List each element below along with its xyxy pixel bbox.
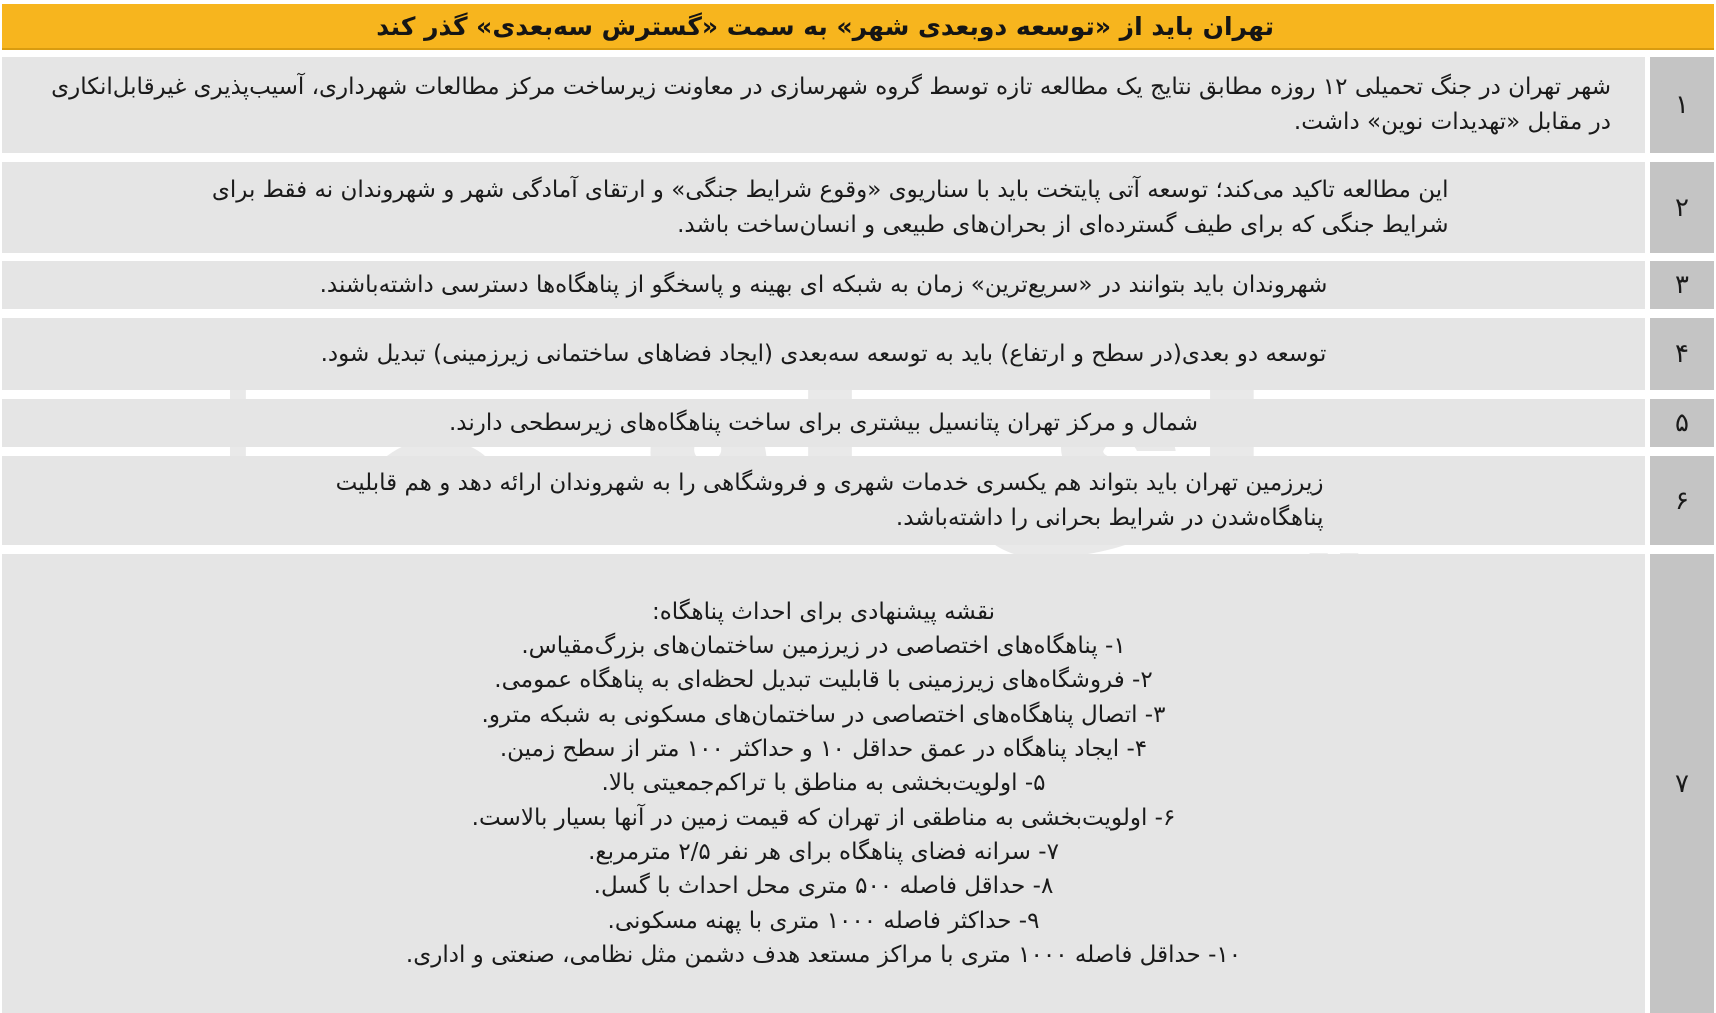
- table-row: [2, 57, 1714, 153]
- row-text-cell: [2, 261, 1645, 309]
- row-number: ۴: [1650, 318, 1714, 390]
- row-text-cell: [2, 318, 1645, 390]
- list-item: ۴- ایجاد پناهگاه در عمق حداقل ۱۰ و حداکثر ۱۰۰ متر از سطح زمین.: [499, 736, 1148, 763]
- list-item: ۸- حداقل فاصله ۵۰۰ متری محل احداث با گسل.: [593, 873, 1054, 900]
- plan-cell: [2, 554, 1645, 1013]
- row-number: ۲: [1650, 162, 1714, 253]
- row-number: ۶: [1650, 456, 1714, 545]
- list-item: ۵- اولویت‌بخشی به مناطق با تراکم‌جمعیتی بالا.: [601, 770, 1046, 797]
- row-text: شهر تهران در جنگ تحمیلی ۱۲ روزه مطابق نتایج یک مطالعه تازه توسط گروه شهرسازی در معاونت زیرساخت مرکز مطالعات شهرداری، آسیب‌پذیری غیرقابل‌انکاری در مقابل «تهدیدات نوین» داشت.: [51, 74, 1611, 135]
- list-item: ۷- سرانه فضای پناهگاه برای هر نفر ۲/۵ مترمربع.: [588, 838, 1059, 865]
- list-item: ۶- اولویت‌بخشی به مناطقی از تهران که قیمت زمین در آنها بسیار بالاست.: [471, 804, 1176, 831]
- row-text-cell: [2, 456, 1645, 545]
- plan-heading: نقشه پیشنهادی برای احداث پناهگاه:: [652, 598, 995, 625]
- list-item: ۲- فروشگاه‌های زیرزمینی با قابلیت تبدیل لحظه‌ای به پناهگاه عمومی.: [494, 667, 1153, 694]
- page-title: تهران باید از «توسعه دوبعدی شهر» به سمت «گسترش سه‌بعدی» گذر کند: [376, 11, 1274, 41]
- table-row: [2, 162, 1714, 253]
- row-text: شمال و مرکز تهران پتانسیل بیشتری برای ساخت پناهگاه‌های زیرسطحی دارند.: [448, 409, 1199, 436]
- list-item: ۱- پناهگاه‌های اختصاصی در زیرزمین ساختمان‌های بزرگ‌مقیاس.: [521, 633, 1126, 660]
- row-text-cell: [2, 399, 1645, 447]
- row-number: ۱: [1650, 57, 1714, 153]
- plan-list: [406, 595, 1241, 972]
- table-row: [2, 261, 1714, 309]
- row-number: ۵: [1650, 399, 1714, 447]
- list-item: ۳- اتصال پناهگاه‌های اختصاصی در ساختمان‌های مسکونی به شبکه مترو.: [481, 701, 1166, 728]
- table-row: [2, 456, 1714, 545]
- title-bar: [2, 4, 1714, 50]
- row-number: ۳: [1650, 261, 1714, 309]
- row-text: شهروندان باید بتوانند در «سریع‌ترین» زمان به شبکه ای بهینه و پاسخگو از پناهگاه‌ها دسترسی داشته‌باشند.: [319, 271, 1328, 298]
- table-row: [2, 399, 1714, 447]
- table-row-plan: [2, 554, 1714, 1013]
- row-text: توسعه دو بعدی(در سطح و ارتفاع) باید به توسعه سه‌بعدی (ایجاد فضاهای ساختمانی زیرزمینی) تبدیل شود.: [320, 340, 1327, 367]
- table-row: [2, 318, 1714, 390]
- row-text-cell: [2, 162, 1645, 253]
- row-text-cell: [2, 57, 1645, 153]
- row-text: این مطالعه تاکید می‌کند؛ توسعه آتی پایتخت باید با سناریوی «وقوع شرایط جنگی» و ارتقای آمادگی شهر و شهروندان نه فقط برای شرایط جنگی که برای طیف گسترده‌ای از بحران‌های طبیعی و انسان‌ساخت باشد.: [211, 176, 1449, 238]
- list-item: ۹- حداکثر فاصله ۱۰۰۰ متری با پهنه مسکونی.: [607, 907, 1040, 934]
- row-text: زیرزمین تهران باید بتواند هم یکسری خدمات شهری و فروشگاهی را به شهروندان ارائه دهد و هم قابلیت پناهگاه‌شدن در شرایط بحرانی را داشته‌باشد.: [335, 469, 1324, 531]
- list-item: ۱۰- حداقل فاصله ۱۰۰۰ متری با مراکز مستعد هدف دشمن مثل نظامی، صنعتی و اداری.: [405, 941, 1242, 968]
- row-number: ۷: [1650, 554, 1714, 1013]
